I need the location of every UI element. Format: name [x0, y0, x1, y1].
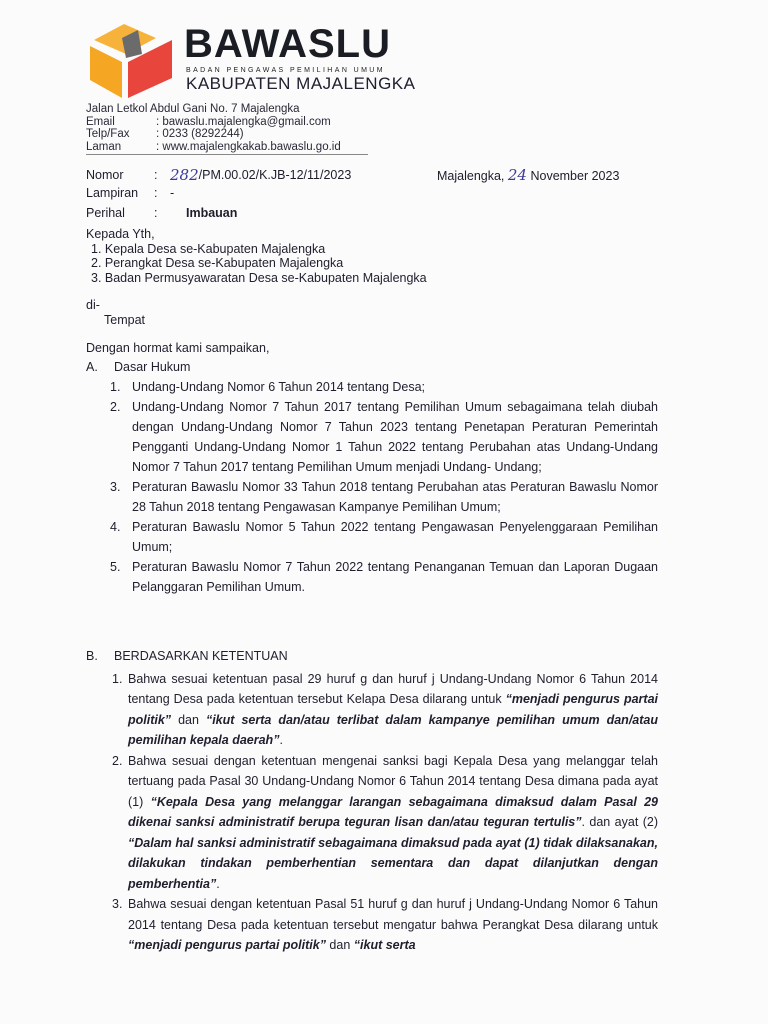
list-item: 2. Undang-Undang Nomor 7 Tahun 2017 tentang Pemilihan Umum sebagaimana telah diubah dengan Undang-Undang Nomor 7 Tahun 2023 tentang Penetapan Peraturan Pemerintah Pengganti Undang-Undang Nomor 1 Tahun 2022 tentang Perubahan atas Undang-Undang Nomor 7 Tahun 2017 tentang Pemilihan Umum menjadi Undang- Undang; [110, 400, 658, 474]
bawaslu-logo-icon [84, 18, 176, 100]
address: Jalan Letkol Abdul Gani No. 7 Majalengka [86, 103, 300, 115]
section-a-title: A. Dasar Hukum [86, 360, 191, 374]
letterhead-brand [184, 22, 415, 94]
list-item: 3. Bahwa sesuai dengan ketentuan Pasal 51 huruf g dan huruf j Undang-Undang Nomor 6 Tahun 2014 tentang Desa pada ketentuan tersebut mengatur bahwa Perangkat Desa dilarang untuk “menjadi pengurus partai politik” dan “ikut serta [112, 897, 658, 952]
date-handwritten: 24 [507, 166, 527, 184]
letter-meta [86, 166, 351, 222]
nomor-value: /PM.00.02/K.JB-12/11/2023 [198, 168, 352, 182]
brand-subtitle: BADAN PENGAWAS PEMILIHAN UMUM [186, 67, 385, 74]
contact-website: Laman : www.majalengkakab.bawaslu.go.id [86, 140, 341, 153]
recipient-item: 3. Badan Permusyawaratan Desa se-Kabupaten Majalengka [91, 270, 427, 285]
recipient-item: 1. Kepala Desa se-Kabupaten Majalengka [91, 241, 326, 256]
recipients-intro: Kepada Yth, [86, 227, 155, 241]
greeting: Dengan hormat kami sampaikan, [86, 341, 270, 355]
nomor-row: Nomor : 282 /PM.00.02/K.JB-12/11/2023 [86, 166, 352, 184]
list-item: 1. Bahwa sesuai ketentuan pasal 29 huruf g dan huruf j Undang-Undang Nomor 6 Tahun 2014 tentang Desa pada ketentuan tersebut Kelapa Desa dilarang untuk “menjadi pengurus partai politik” dan “ikut serta dan/atau terlibat dalam kampanye pemilihan umum dan/atau pemilihan kepala daerah”. [112, 671, 658, 747]
section-a-list [110, 377, 658, 597]
contact-email: Email : bawaslu.majalengka@gmail.com [86, 115, 331, 128]
recipient-item: 2. Perangkat Desa se-Kabupaten Majalengka [91, 256, 344, 270]
list-item: 1. Undang-Undang Nomor 6 Tahun 2014 tentang Desa; [110, 380, 426, 394]
section-b [86, 646, 658, 956]
recipients [86, 227, 427, 285]
section-b-title: B. BERDASARKAN KETENTUAN [86, 649, 288, 663]
contact-phone: Telp/Fax : 0233 (8292244) [86, 128, 244, 140]
section-a [86, 357, 658, 597]
perihal-row: Perihal : Imbauan [86, 206, 238, 220]
brand-name: BAWASLU [184, 22, 391, 66]
nomor-handwritten: 282 [170, 166, 199, 184]
letterhead-divider [86, 154, 368, 155]
list-item: 3. Peraturan Bawaslu Nomor 33 Tahun 2018 tentang Perubahan atas Peraturan Bawaslu Nomor 28 Tahun 2018 tentang Pengawasan Kampanye Pemilihan Umum; [110, 480, 658, 514]
recipient-place: di- Tempat [86, 298, 145, 327]
section-b-list [112, 669, 658, 956]
list-item: 2. Bahwa sesuai dengan ketentuan mengenai sanksi bagi Kepala Desa yang melanggar telah tertuang pada Pasal 30 Undang-Undang Nomor 6 Tahun 2014 tentang Desa dimana pada ayat (1) “Kepala Desa yang melanggar larangan sebagaimana dimaksud dalam Pasal 29 dikenai sanksi administratif berupa teguran lisan dan/atau teguran tertulis”. dan ayat (2) “Dalam hal sanksi administratif sebagaimana dimaksud pada ayat (1) tidak dilaksanakan, dilakukan tindakan pemberhentian sementara dan dapat dilanjutkan dengan pemberhentia”. [112, 753, 658, 891]
list-item: 5. Peraturan Bawaslu Nomor 7 Tahun 2022 tentang Penanganan Temuan dan Laporan Dugaan Pelanggaran Pemilihan Umum. [110, 560, 658, 594]
lampiran-row: Lampiran : - [86, 186, 175, 200]
brand-region: KABUPATEN MAJALENGKA [186, 74, 416, 93]
letterhead-contact [86, 103, 341, 153]
list-item: 4. Peraturan Bawaslu Nomor 5 Tahun 2022 tentang Pengawasan Penyelenggaraan Pemilihan Umum; [110, 520, 658, 554]
letter-date: Majalengka, 24 November 2023 [437, 166, 620, 184]
perihal-value: Imbauan [186, 206, 238, 220]
